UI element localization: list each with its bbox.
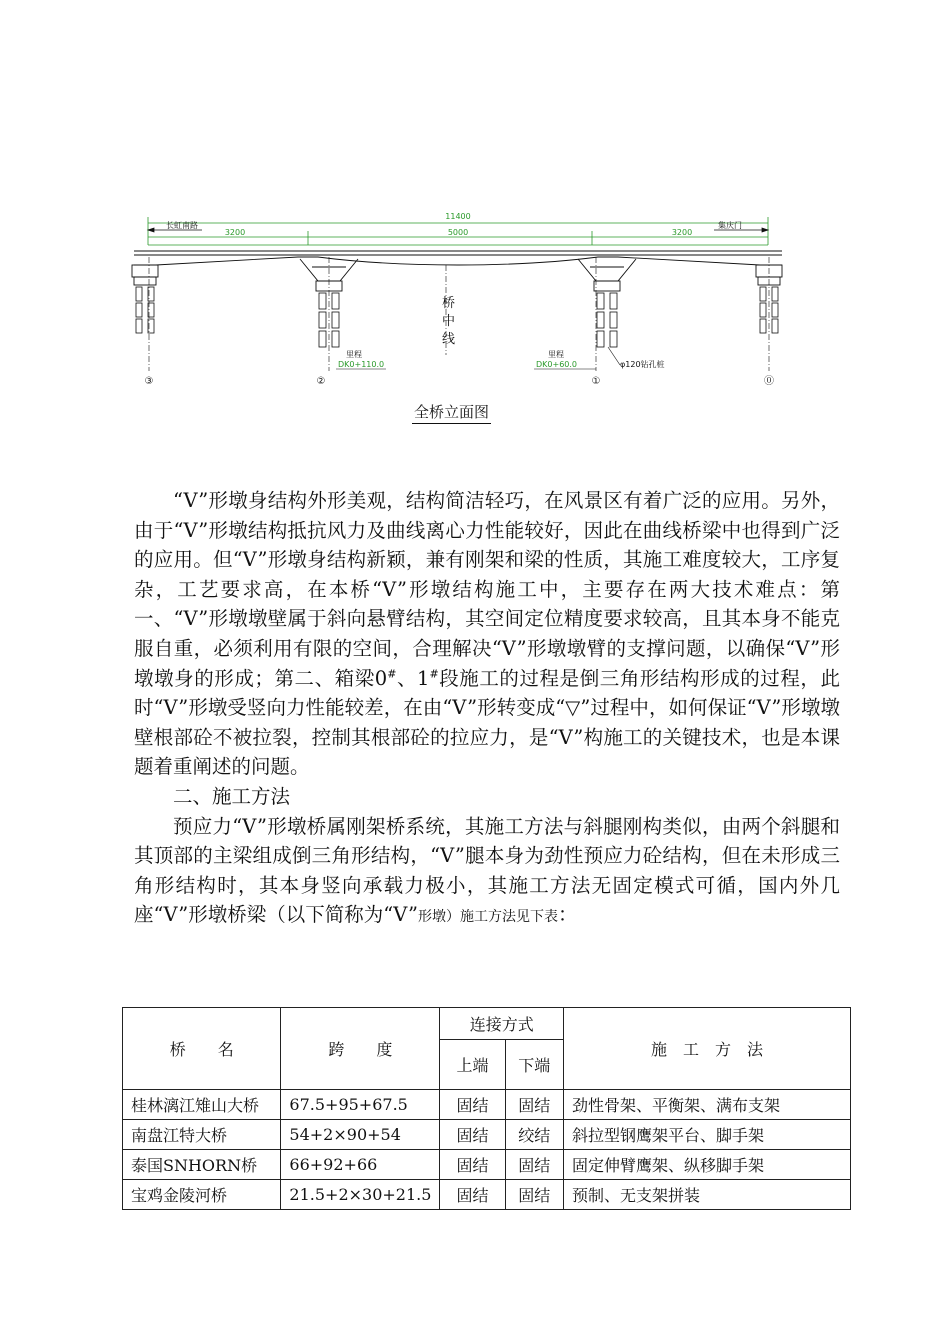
mileage-value-1: DK0+60.0 <box>536 360 578 369</box>
section-heading: 二、施工方法 <box>173 784 291 808</box>
axis-number-2: ② <box>316 376 326 387</box>
paragraph-1-part-c: 段施工的过程是倒三角形结构形成的过程，此时“V”形墩受竖向力性能较差，在由“V”形转变成“▽”过程中，如何保证“V”形墩墩壁根部砼不被拉裂，控制其根部砼的拉应力，是“V”构施工的关键技术，也是本课题着重阐述的问题。 <box>134 666 840 779</box>
cell-span: 67.5+95+67.5 <box>281 1090 440 1120</box>
header-bridge-name: 桥 名 <box>123 1008 281 1090</box>
dim-total: 11400 <box>445 212 471 221</box>
cell-method: 固定伸臂鹰架、纵移脚手架 <box>563 1150 850 1180</box>
table-row <box>123 1150 851 1180</box>
paragraph-1 <box>134 486 840 782</box>
table-row <box>123 1180 851 1210</box>
cell-span: 54+2×90+54 <box>281 1120 440 1150</box>
table-row <box>123 1090 851 1120</box>
paragraph-2 <box>134 812 840 933</box>
cell-upper: 固结 <box>440 1090 505 1120</box>
cell-method: 劲性骨架、平衡架、满布支架 <box>563 1090 850 1120</box>
bridge-elevation-drawing <box>120 195 800 405</box>
cell-lower: 固结 <box>505 1150 563 1180</box>
dim-left-span: 3200 <box>224 228 246 237</box>
cell-lower: 固结 <box>505 1090 563 1120</box>
axis-number-3: ③ <box>144 376 154 387</box>
label-right-end: 集庆门 <box>718 221 742 230</box>
cell-upper: 固结 <box>440 1150 505 1180</box>
construction-method-table <box>122 1007 851 1210</box>
mileage-label-2: 里程 <box>346 350 362 359</box>
pile-note: φ120钻孔桩 <box>620 360 665 369</box>
centerline-char-1: 桥 <box>442 296 456 311</box>
dim-right-span: 3200 <box>671 228 693 237</box>
cell-name: 南盘江特大桥 <box>123 1120 281 1150</box>
paragraph-1-part-b: 、1 <box>396 666 430 690</box>
label-left-end: 长虹南路 <box>166 221 198 230</box>
centerline-char-2: 中 <box>442 314 456 329</box>
paragraph-2-part-a: 预应力“V”形墩桥属刚架桥系统，其施工方法与斜腿刚构类似，由两个斜腿和其顶部的主梁组成倒三角形结构，“V”腿本身为劲性预应力砼结构，但在未形成三角形结构时，其本身竖向承载力极小，其施工方法无固定模式可循，国内外几座“V”形墩桥梁（以下简称为“V” <box>134 814 840 927</box>
cell-name: 泰国SNHORN桥 <box>123 1150 281 1180</box>
cell-method: 斜拉型钢鹰架平台、脚手架 <box>563 1120 850 1150</box>
cell-name: 桂林漓江雉山大桥 <box>123 1090 281 1120</box>
cell-span: 21.5+2×30+21.5 <box>281 1180 440 1210</box>
paragraph-2-end: ： <box>557 903 578 927</box>
paragraph-1-part-a: “V”形墩身结构外形美观，结构简洁轻巧，在风景区有着广泛的应用。另外，由于“V”形墩结构抵抗风力及曲线离心力性能较好，因此在曲线桥梁中也得到广泛的应用。但“V”形墩身结构新颖，兼有刚架和梁的性质，其施工难度较大，工序复杂，工艺要求高，在本桥“V”形墩结构施工中，主要存在两大技术难点：第一、“V”形墩墩壁属于斜向悬臂结构，其空间定位精度要求较高，且其本身不能克服自重，必须利用有限的空间，合理解决“V”形墩墩臂的支撑问题，以确保“V”形墩墩身的形成；第二、箱梁0 <box>134 489 840 690</box>
header-connection: 连接方式 <box>440 1008 564 1040</box>
header-upper-end: 上端 <box>440 1040 505 1090</box>
mileage-value-2: DK0+110.0 <box>338 360 385 369</box>
paragraph-2-small-text: 形墩）施工方法见下表 <box>417 909 558 926</box>
header-method: 施 工 方 法 <box>563 1008 850 1090</box>
cell-method: 预制、无支架拼装 <box>563 1180 850 1210</box>
superscript-2: # <box>429 667 439 681</box>
superscript-1: # <box>387 667 397 681</box>
cell-lower: 绞结 <box>505 1120 563 1150</box>
dim-mid-span: 5000 <box>447 228 469 237</box>
header-lower-end: 下端 <box>505 1040 563 1090</box>
cell-upper: 固结 <box>440 1180 505 1210</box>
axis-number-0: ⓪ <box>764 376 774 387</box>
cell-lower: 固结 <box>505 1180 563 1210</box>
header-span: 跨 度 <box>281 1008 440 1090</box>
figure-caption: 全桥立面图 <box>412 402 491 424</box>
mileage-label-1: 里程 <box>548 350 564 359</box>
cell-upper: 固结 <box>440 1120 505 1150</box>
body-text <box>134 486 840 933</box>
axis-number-1: ① <box>591 376 601 387</box>
cell-span: 66+92+66 <box>281 1150 440 1180</box>
cell-name: 宝鸡金陵河桥 <box>123 1180 281 1210</box>
table-row <box>123 1120 851 1150</box>
table-header-row <box>123 1008 851 1040</box>
centerline-char-3: 线 <box>442 332 456 347</box>
